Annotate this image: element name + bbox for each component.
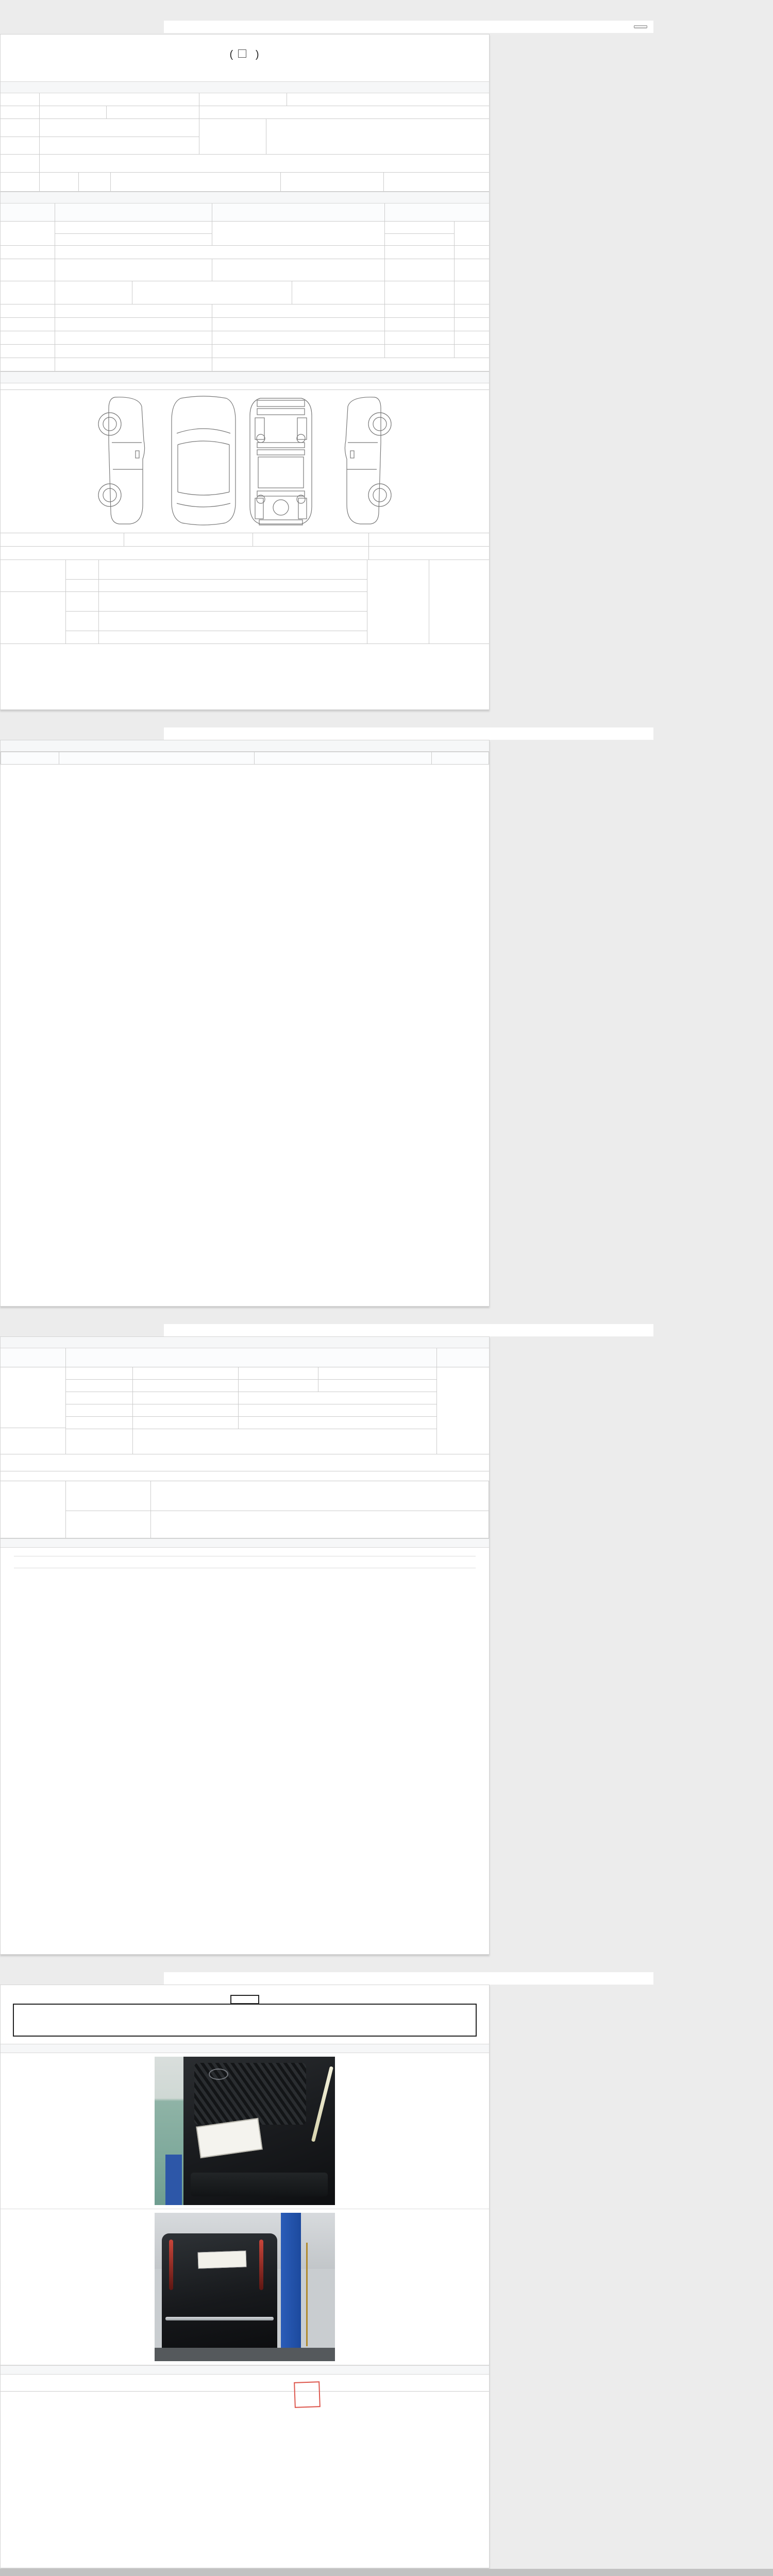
warranty-checks xyxy=(111,173,281,191)
inspection-photo-rear xyxy=(155,2213,335,2361)
section-comprehensive xyxy=(1,192,489,204)
first-reg-date xyxy=(40,119,199,137)
section-etc xyxy=(1,1337,489,1348)
page-3-bar xyxy=(164,1324,653,1336)
page-4 xyxy=(0,1985,490,2568)
price-survey-definition-box xyxy=(13,2004,477,2037)
engine-type xyxy=(40,173,79,191)
photo-1-cell xyxy=(1,2053,489,2209)
print-toolbar xyxy=(164,21,653,33)
section-signature xyxy=(1,2365,489,2375)
model-year xyxy=(40,106,107,118)
appraiser-opinion xyxy=(151,1511,489,1538)
accident-rows xyxy=(1,533,489,644)
buyer-confirm xyxy=(1,2391,489,2397)
section-accident-history xyxy=(1,371,489,383)
final-price-row xyxy=(1,1454,489,1471)
comprehensive-table xyxy=(1,204,489,371)
page-2 xyxy=(0,740,490,1307)
print-button[interactable] xyxy=(634,25,647,28)
section-basic-info xyxy=(1,81,489,93)
section-notice xyxy=(1,1538,489,1548)
plate-number xyxy=(287,93,489,106)
section-detail xyxy=(1,740,489,752)
page-2-bar xyxy=(164,727,653,740)
vin xyxy=(40,137,199,155)
opinion-table xyxy=(1,1481,489,1538)
bottom-strip xyxy=(0,2569,773,2576)
price-survey-checkbox[interactable] xyxy=(238,49,246,58)
detail-table xyxy=(1,752,489,765)
car-damage-diagram xyxy=(85,393,405,531)
notice-body xyxy=(1,1548,489,1577)
photo-2-cell xyxy=(1,2209,489,2365)
association-seal-icon xyxy=(294,2381,321,2408)
signature-confirm xyxy=(1,2375,489,2380)
state-code-notes xyxy=(1,383,489,390)
etc-table xyxy=(1,1348,489,1454)
photo-rear-plate xyxy=(197,2250,246,2268)
doc-choice: ( ) xyxy=(229,49,260,60)
emission-values xyxy=(212,259,385,281)
section-photos xyxy=(1,2044,489,2053)
page-4-bar xyxy=(164,1972,653,1985)
inspector-opinion xyxy=(151,1481,489,1511)
inspection-photo-front xyxy=(155,2057,335,2205)
doc-number-line xyxy=(1,67,489,74)
basic-info-table xyxy=(1,93,489,192)
car-outline-svg xyxy=(85,393,405,528)
fuel-checks xyxy=(40,155,489,172)
page-3 xyxy=(0,1336,490,1955)
inspection-period xyxy=(199,106,489,118)
page-1 xyxy=(0,34,490,710)
price-basis-note xyxy=(1,1471,489,1481)
document-title-block xyxy=(1,35,489,74)
